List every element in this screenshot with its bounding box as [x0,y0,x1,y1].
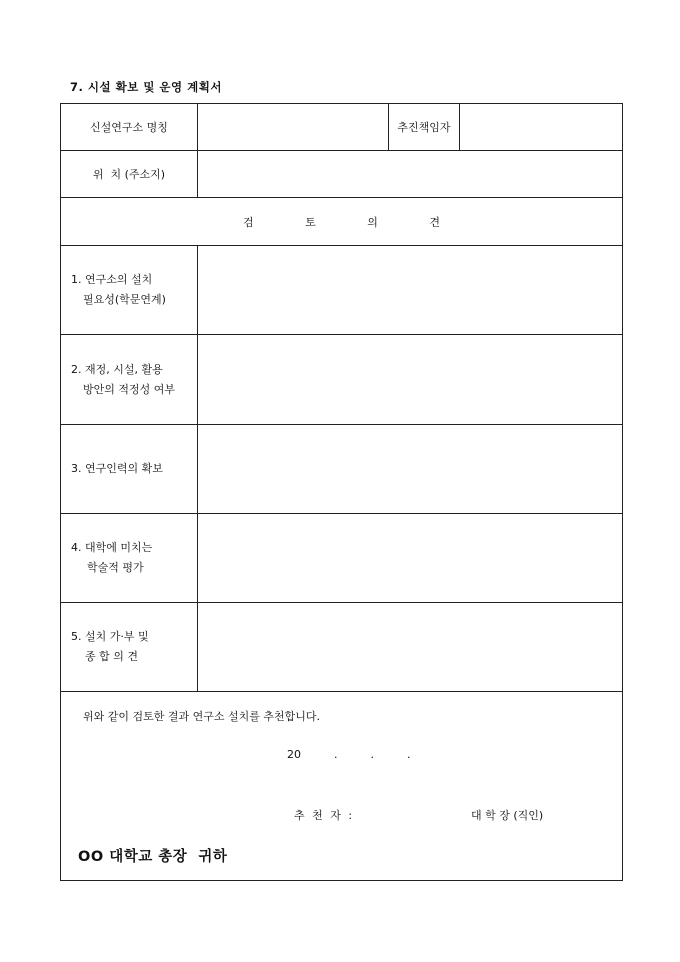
section-2-line1: 2. 재정, 시설, 활용 [71,362,163,376]
review-header [61,198,623,246]
facility-plan-form [60,103,623,881]
row-section-2 [61,335,623,425]
addressee: OO 대학교 총장 귀하 [78,849,228,865]
date-line [287,748,411,761]
row-location [61,151,623,198]
section-3-line1: 3. 연구인력의 확보 [71,462,163,475]
date-prefix: 20 [287,748,301,761]
section-4-label [61,514,198,603]
section-5-line2: 종 합 의 견 [85,650,138,663]
row-footer [61,692,623,881]
row-section-3 [61,425,623,514]
review-char: 토 [305,215,316,229]
promoter-label: 추진책임자 [389,104,460,151]
section-5-field[interactable] [198,603,623,692]
institute-name-field[interactable] [198,104,389,151]
section-1-line2: 필요성(학문연계) [83,293,166,306]
recommender-label: 추 천 자 : [294,809,355,822]
row-section-1 [61,246,623,335]
row-section-4 [61,514,623,603]
date-dot: . [407,748,411,761]
section-3-field[interactable] [198,425,623,514]
document-title: 7. 시설 확보 및 운영 계획서 [70,80,222,94]
section-2-field[interactable] [198,335,623,425]
section-1-label [61,246,198,335]
footer-block [61,692,623,881]
president-seal-label: 대 학 장 (직인) [471,809,544,822]
section-1-line1: 1. 연구소의 설치 [71,273,153,286]
section-3-label [61,425,198,514]
date-dot: . [334,748,338,761]
section-1-field[interactable] [198,246,623,335]
review-char: 검 [242,215,254,229]
section-5-label [61,603,198,692]
location-label: 위 치 (주소지) [61,151,198,198]
section-4-line1: 4. 대학에 미치는 [71,541,153,554]
section-4-line2: 학술적 평가 [87,561,144,574]
row-review-header [61,198,623,246]
promoter-field[interactable] [460,104,623,151]
section-2-label [61,335,198,425]
review-char: 견 [429,215,441,229]
row-institute-name [61,104,623,151]
row-section-5 [61,603,623,692]
recommendation-statement: 위와 같이 검토한 결과 연구소 설치를 추천합니다. [83,710,320,723]
section-5-line1: 5. 설치 가·부 및 [71,630,149,643]
date-dot: . [370,748,374,761]
section-4-field[interactable] [198,514,623,603]
section-2-line2: 방안의 적정성 여부 [83,382,176,396]
institute-name-label: 신설연구소 명칭 [61,104,198,151]
location-field[interactable] [198,151,623,198]
review-char: 의 [367,215,378,229]
